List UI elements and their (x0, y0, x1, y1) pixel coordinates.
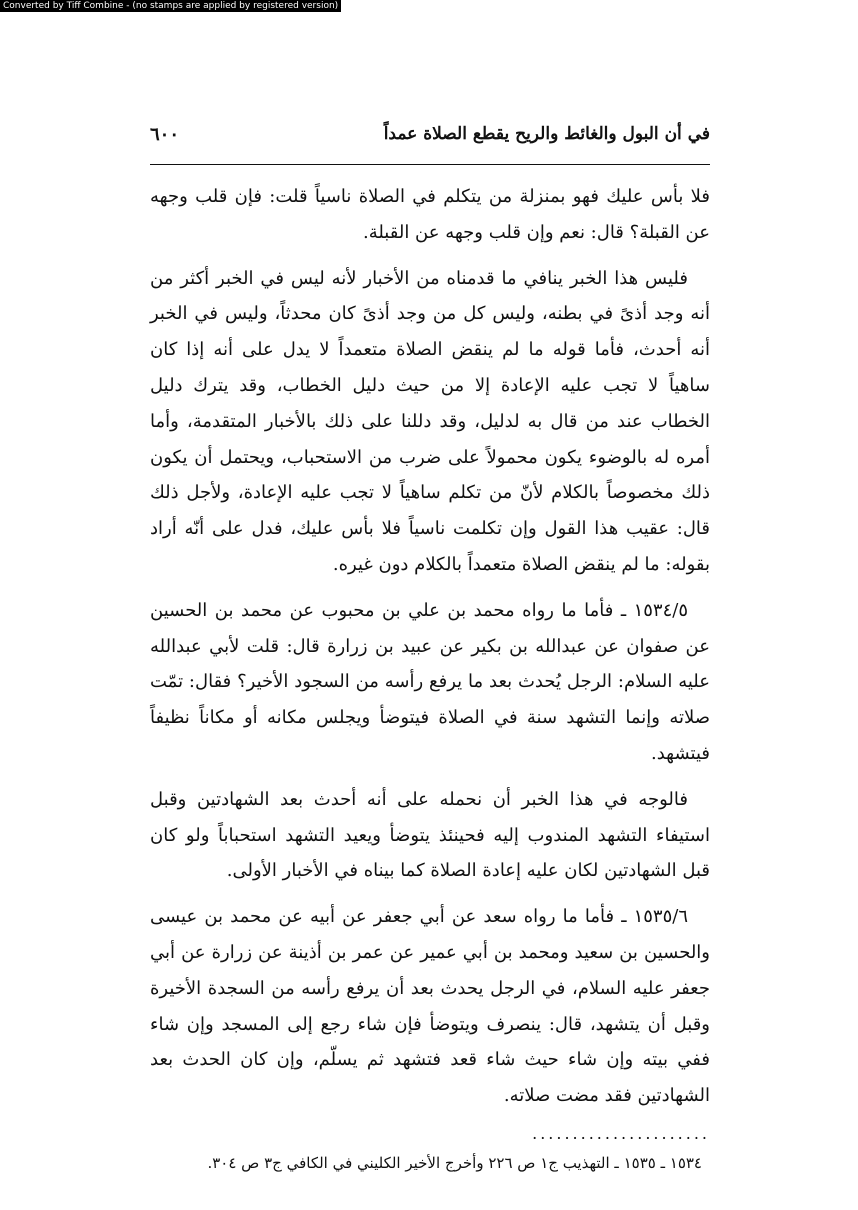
header-title: في أن البول والغائط والريح يقطع الصلاة عمداً (383, 124, 710, 144)
paragraph-3: ١٥٣٤/٥ ـ فأما ما رواه محمد بن علي بن محبوب عن محمد بن الحسين عن صفوان عن عبدالله بن بكير عن عبيد بن زرارة قال: قلت لأبي عبدالله عليه السلام: الرجل يُحدث بعد ما يرفع رأسه من السجود الأخير؟ فقال: تمّت صلاته وإنما التشهد سنة في الصلاة فيتوضأ ويجلس مكانه أو مكاناً نظيفاً فيتشهد. (150, 599, 710, 764)
page (150, 122, 710, 1172)
page-number: ٦٠٠ (150, 124, 180, 145)
watermark-label: Converted by Tiff Combine - (no stamps are applied by registered version) (0, 0, 341, 12)
footnote: ١٥٣٤ ـ ١٥٣٥ ـ التهذيب ج١ ص ٢٢٦ وأخرج الأخير الكليني في الكافي ج٣ ص ٣٠٤. (207, 1153, 702, 1172)
paragraph-4: فالوجه في هذا الخبر أن نحمله على أنه أحدث بعد الشهادتين وقبل استيفاء التشهد المندوب إليه فحينئذ يتوضأ ويعيد التشهد استحباباً ولو كان قبل الشهادتين لكان عليه إعادة الصلاة كما بيناه في الأخبار الأولى. (150, 788, 710, 882)
main-text (150, 179, 710, 1114)
header-rule (150, 164, 710, 165)
paragraph-2: فليس هذا الخبر ينافي ما قدمناه من الأخبار لأنه ليس في الخبر أكثر من أنه وجد أذىً في بطنه، وليس كل من وجد أذىً كان محدثاً، وليس في الخبر أنه أحدث، فأما قوله ما لم ينقض الصلاة متعمداً لا يدل على أنه إذا كان ساهياً لا تجب عليه الإعادة إلا من حيث دليل الخطاب، وقد يترك دليل الخطاب عند من قال به لدليل، وقد دللنا على ذلك بالأخبار المتقدمة، وأما أمره له بالوضوء يكون محمولاً على ضرب من الاستحباب، ويحتمل أن يكون ذلك مخصوصاً بالكلام لأنّ من تكلم ساهياً لا تجب عليه الإعادة، ولأجل ذلك قال: عقيب هذا القول وإن تكلمت ناسياً فلا بأس عليك، فدل على أنّه أراد بقوله: ما لم ينقض الصلاة متعمداً بالكلام دون غيره. (150, 267, 710, 575)
running-header (150, 122, 710, 162)
paragraph-5: ١٥٣٥/٦ ـ فأما ما رواه سعد عن أبي جعفر عن أبيه عن محمد بن عيسى والحسين بن سعيد ومحمد بن أبي عمير عن عمر بن أذينة عن زرارة عن أبي جعفر عليه السلام، في الرجل يحدث بعد أن يرفع رأسه من السجدة الأخيرة وقبل أن يتشهد، قال: ينصرف ويتوضأ فإن شاء رجع إلى المسجد وإن شاء ففي بيته وإن شاء حيث شاء قعد فتشهد ثم يسلّم، وإن كان الحدث بعد الشهادتين فقد مضت صلاته. (150, 906, 710, 1107)
footnote-separator: ...................... (532, 1123, 710, 1143)
paragraph-1: فلا بأس عليك فهو بمنزلة من يتكلم في الصلاة ناسياً قلت: فإن قلب وجهه عن القبلة؟ قال: نعم وإن قلب وجهه عن القبلة. (150, 186, 710, 243)
